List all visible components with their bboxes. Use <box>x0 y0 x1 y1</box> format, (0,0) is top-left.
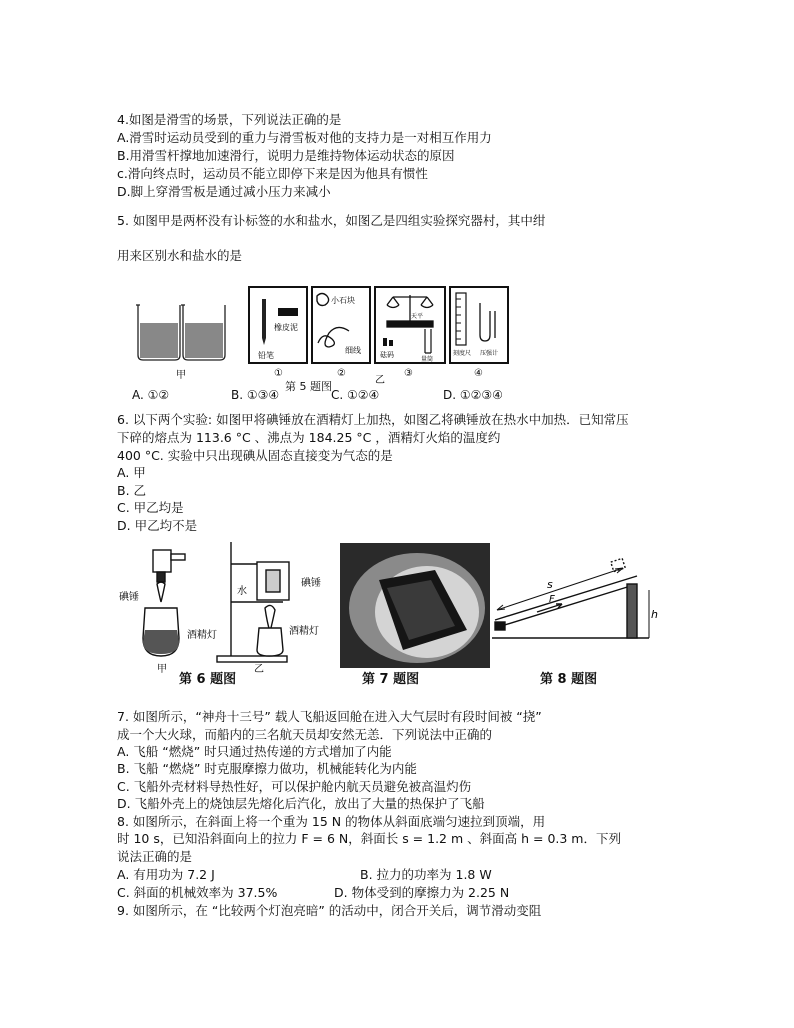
q4-option-c: c.滑向终点时，运动员不能立即停下来是因为他具有惯性 <box>117 166 428 181</box>
beaker-right-icon <box>181 305 225 360</box>
q6-line3: 400 °C. 实验中只出现碘从固态直接变为气态的是 <box>117 448 393 463</box>
fig5-box-2 <box>312 287 370 379</box>
q7-option-b: B. 飞船 “燃烧” 时克服摩擦力做功，机械能转化为内能 <box>117 761 417 776</box>
svg-text:小石块: 小石块 <box>331 296 355 305</box>
q7-option-c: C. 飞船外壳材料导热性好，可以保护舱内航天员避免被高温灼伤 <box>117 779 472 794</box>
fig6-left-apparatus <box>143 550 185 656</box>
svg-text:③: ③ <box>404 368 413 379</box>
svg-text:h: h <box>651 608 658 621</box>
q5-option-d: D. ①②③④ <box>443 388 503 402</box>
svg-text:橡皮泥: 橡皮泥 <box>274 323 298 332</box>
svg-text:乙: 乙 <box>254 664 264 675</box>
beaker-left-icon <box>136 305 180 360</box>
q9-line1: 9. 如图所示，在 “比较两个灯泡亮暗” 的活动中，闭合开关后，调节滑动变阻 <box>117 903 542 918</box>
svg-text:④: ④ <box>474 368 483 379</box>
svg-text:酒精灯: 酒精灯 <box>289 626 319 637</box>
plasticine-icon <box>278 308 298 316</box>
q8-line3: 说法正确的是 <box>117 849 193 864</box>
svg-text:水: 水 <box>237 586 247 597</box>
q7-line1: 7. 如图所示，“神舟十三号” 载人飞船返回舱在进入大气层时有段时间被 “挠” <box>117 709 542 724</box>
q6-option-c: C. 甲乙均是 <box>117 500 184 515</box>
q5-option-b: B. ①③④ <box>231 388 280 402</box>
q8-line2: 时 10 s，已知沿斜面向上的拉力 F = 6 N，斜面长 s = 1.2 m 、斜面高 h = 0.3 m．下列 <box>117 831 621 846</box>
fig5-box-4 <box>450 287 508 379</box>
q8-line1: 8. 如图所示，在斜面上将一个重为 15 N 的物体从斜面底端匀速拉到顶端，用 <box>117 814 546 829</box>
svg-text:甲: 甲 <box>157 664 167 675</box>
fig5-box-3 <box>375 287 445 379</box>
svg-text:天平: 天平 <box>411 313 424 320</box>
q7-option-d: D. 飞船外壳上的烧蚀层先熔化后汽化，放出了大量的热保护了飞船 <box>117 796 485 811</box>
svg-text:s: s <box>547 578 553 591</box>
svg-text:碘锤: 碘锤 <box>119 592 139 603</box>
q6-option-d: D. 甲乙均不是 <box>117 518 198 533</box>
q6-line2: 下碎的熔点为 113.6 °C 、沸点为 184.25 °C ，酒精灯火焰的温度约 <box>117 430 501 445</box>
fig7-caption: 第 7 题图 <box>362 672 420 687</box>
q4-option-b: B.用滑雪杆撑地加速滑行，说明力是维持物体运动状态的原因 <box>117 148 455 163</box>
weights-icon <box>383 338 387 346</box>
q5-option-c: C. ①②④ <box>331 388 380 402</box>
q5-stem-line2: 用来区别水和盐水的是 <box>117 248 243 263</box>
q8-option-c: C. 斜面的机械效率为 37.5% <box>117 885 278 900</box>
q6-line1: 6. 以下两个实验: 如图甲将碘锤放在酒精灯上加热，如图乙将碘锤放在热水中加热．已知常压 <box>117 412 629 427</box>
fig6-right-apparatus <box>217 542 289 662</box>
q8-option-a: A. 有用功为 7.2 J <box>117 867 215 882</box>
svg-text:细线: 细线 <box>345 346 361 355</box>
svg-text:压强计: 压强计 <box>480 350 499 357</box>
figures-6-7-8 <box>117 538 662 688</box>
q8-option-b: B. 拉力的功率为 1.8 W <box>360 867 492 882</box>
q4-option-a: A.滑雪时运动员受到的重力与滑雪板对他的支持力是一对相互作用力 <box>117 130 492 145</box>
svg-text:铅笔: 铅笔 <box>258 351 274 360</box>
q5-option-a: A. ①② <box>132 388 170 402</box>
fig8-incline <box>492 558 649 638</box>
fig6-caption: 第 6 题图 <box>179 672 237 687</box>
fig8-caption: 第 8 题图 <box>540 672 598 687</box>
q4-stem: 4.如图是滑雪的场景，下列说法正确的是 <box>117 112 342 127</box>
svg-text:量筒: 量筒 <box>421 356 434 363</box>
svg-text:砝码: 砝码 <box>380 351 394 359</box>
fig5-caption: 第 5 题图 <box>285 380 332 393</box>
fig5-left-label: 甲 <box>176 370 186 381</box>
svg-text:酒精灯: 酒精灯 <box>187 630 217 641</box>
q7-line2: 成一个大火球，而船内的三名航天员却安然无恙．下列说法中正确的 <box>117 727 493 742</box>
q7-option-a: A. 飞船 “燃烧” 时只通过热传递的方式增加了内能 <box>117 744 392 759</box>
fig5-box-1 <box>249 287 307 379</box>
svg-text:刻度尺: 刻度尺 <box>453 350 472 357</box>
q6-option-b: B. 乙 <box>117 483 147 498</box>
q6-option-a: A. 甲 <box>117 465 146 480</box>
svg-text:F: F <box>549 594 555 605</box>
fig5-right-label: 乙 <box>375 375 385 386</box>
svg-text:碘锤: 碘锤 <box>301 578 321 589</box>
svg-text:①: ① <box>274 368 283 379</box>
q8-option-d: D. 物体受到的摩擦力为 2.25 N <box>334 885 510 900</box>
q4-option-d: D.脚上穿滑雪板是通过减小压力来减小 <box>117 184 331 199</box>
q5-stem-line1: 5. 如图甲是两杯没有讣标签的水和盐水，如图乙是四组实验探究器村，其中绀 <box>117 213 546 228</box>
svg-text:②: ② <box>337 368 346 379</box>
pencil-icon <box>262 299 266 345</box>
fig7-capsule-photo <box>340 543 490 668</box>
